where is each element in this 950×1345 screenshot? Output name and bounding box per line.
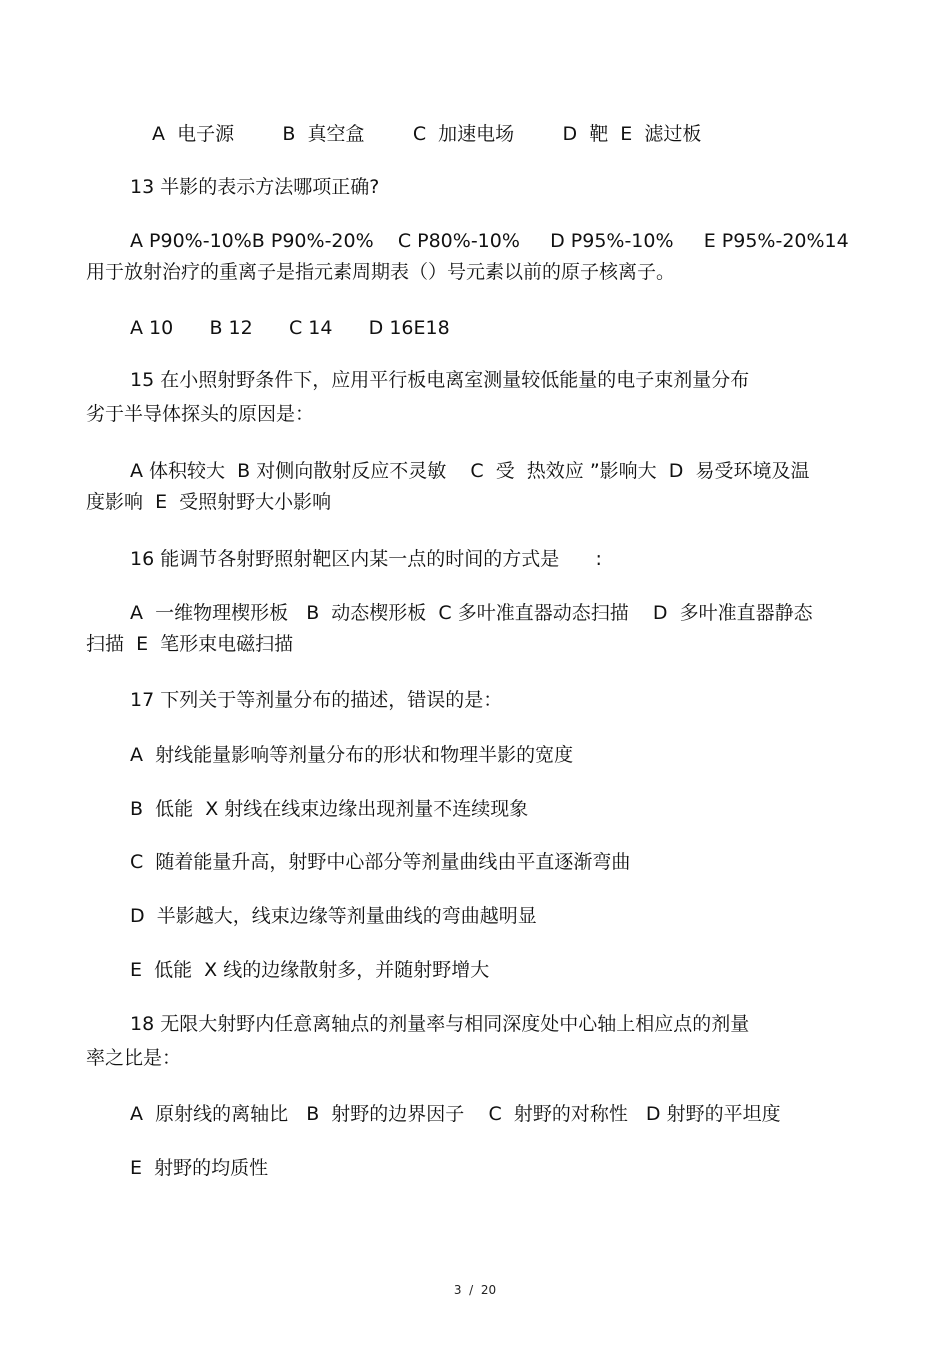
q13-options: A P90%-10%B P90%-20% C P80%-10% D P95%-10% E P95%-20%14 [130,230,849,252]
q17-option-c: C 随着能量升高，射野中心部分等剂量曲线由平直逐渐弯曲 [130,851,631,873]
q15-stem-line1: 15 在小照射野条件下，应用平行板电离室测量较低能量的电子束剂量分布 [130,369,750,391]
q15-options-line2: 度影响 E 受照射野大小影响 [86,491,332,513]
q18-options-line2: E 射野的均质性 [130,1157,269,1179]
q16-options-line1: A 一维物理楔形板 B 动态楔形板 C 多叶准直器动态扫描 D 多叶准直器静态 [130,602,813,624]
q12-options: A 电子源 B 真空盒 C 加速电场 D 靶 E 滤过板 [152,123,702,145]
q15-options-line1: A 体积较大 B 对侧向散射反应不灵敏 C 受 热效应 ”影响大 D 易受环境及温 [130,460,810,482]
q16-options-line2: 扫描 E 笔形束电磁扫描 [86,633,294,655]
q18-stem-line1: 18 无限大射野内任意离轴点的剂量率与相同深度处中心轴上相应点的剂量 [130,1013,750,1035]
page-number: 3 / 20 [453,1283,497,1297]
q17-stem: 17 下列关于等剂量分布的描述，错误的是： [130,689,503,711]
q17-option-a: A 射线能量影响等剂量分布的形状和物理半影的宽度 [130,744,574,766]
q14-options: A 10 B 12 C 14 D 16E18 [130,317,450,339]
q16-stem: 16 能调节各射野照射靶区内某一点的时间的方式是 : [130,548,602,570]
q17-option-d: D 半影越大，线束边缘等剂量曲线的弯曲越明显 [130,905,537,927]
q18-stem-line2: 率之比是： [86,1047,182,1069]
q15-stem-line2: 劣于半导体探头的原因是： [86,403,315,425]
q17-option-e: E 低能 X 线的边缘散射多，并随射野增大 [130,959,490,981]
q13-stem: 13 半影的表示方法哪项正确? [130,176,380,198]
q14-stem: 用于放射治疗的重离子是指元素周期表（）号元素以前的原子核离子。 [86,261,676,283]
q17-option-b: B 低能 X 射线在线束边缘出现剂量不连续现象 [130,798,529,820]
q18-options-line1: A 原射线的离轴比 B 射野的边界因子 C 射野的对称性 D 射野的平坦度 [130,1103,781,1125]
